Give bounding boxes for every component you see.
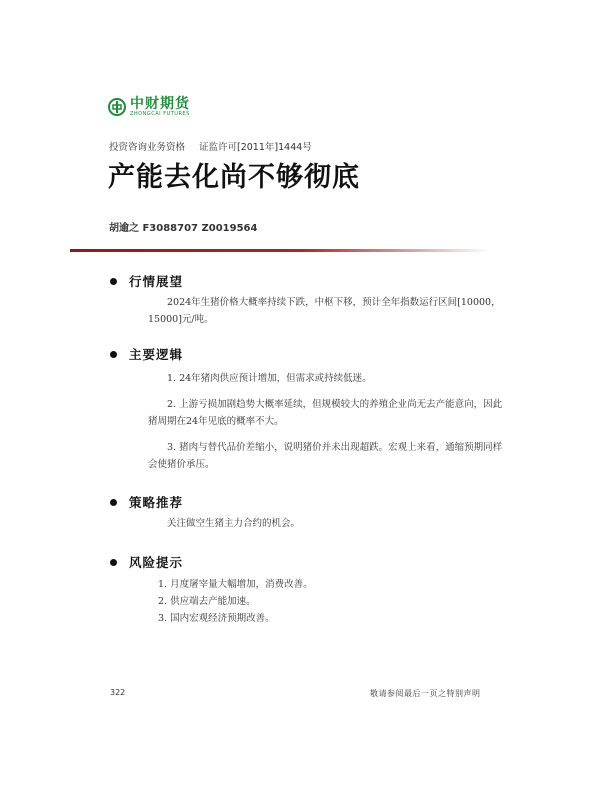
- strategy-paragraph: 关注做空生猪主力合约的机会。: [167, 518, 301, 529]
- logic-point-1: 1. 24年猪肉供应预计增加，但需求或持续低迷。: [167, 373, 372, 384]
- section-title: 风险提示: [129, 555, 184, 570]
- company-logo: [108, 97, 190, 117]
- bullet-icon: [110, 351, 117, 358]
- section-title: 行情展望: [129, 274, 184, 289]
- author-line: 胡逾之 F3088707 Z0019564: [109, 223, 258, 234]
- header-divider: [70, 249, 490, 252]
- report-title: 产能去化尚不够彻底: [108, 162, 360, 193]
- logo-english-name: ZHONGCAI FUTURES: [130, 111, 190, 117]
- bullet-icon: [110, 278, 117, 285]
- section-strategy: [110, 494, 500, 532]
- bullet-icon: [110, 559, 117, 566]
- risk-list: [158, 576, 500, 627]
- page-number: 322: [110, 688, 126, 697]
- disclaimer-note: 敬请参阅最后一页之特别声明: [370, 689, 481, 698]
- list-item: 1. 月度屠宰量大幅增加，消费改善。: [158, 579, 313, 590]
- section-title: 策略推荐: [129, 495, 184, 510]
- qualification-label: 投资咨询业务资格: [109, 142, 186, 153]
- section-title: 主要逻辑: [129, 347, 184, 362]
- bullet-icon: [110, 499, 117, 506]
- logic-point-2: 2. 上游亏损加剧趋势大概率延续，但规模较大的养殖企业尚无去产能意向，因此猪周期在24年见底的概率不大。: [148, 399, 503, 427]
- section-main-logic: [110, 346, 503, 473]
- list-item: 2. 供应端去产能加速。: [158, 596, 256, 607]
- license-number: 证监许可[2011年]1444号: [199, 142, 312, 153]
- logo-chinese-name: 中财期货: [130, 96, 190, 112]
- section-risk: [110, 554, 500, 627]
- outlook-paragraph: 2024年生猪价格大概率持续下跌，中枢下移，预计全年指数运行区间[10000，15000]元/吨。: [148, 297, 501, 325]
- list-item: 3. 国内宏观经济预期改善。: [158, 613, 275, 624]
- section-market-outlook: [110, 273, 500, 328]
- qualification-line: [109, 139, 312, 153]
- logic-point-3: 3. 猪肉与替代品价差缩小，说明猪价并未出现超跌。宏观上来看，通缩预期同样会使猪价承压。: [148, 442, 503, 470]
- zhongcai-logo-icon: [108, 98, 126, 116]
